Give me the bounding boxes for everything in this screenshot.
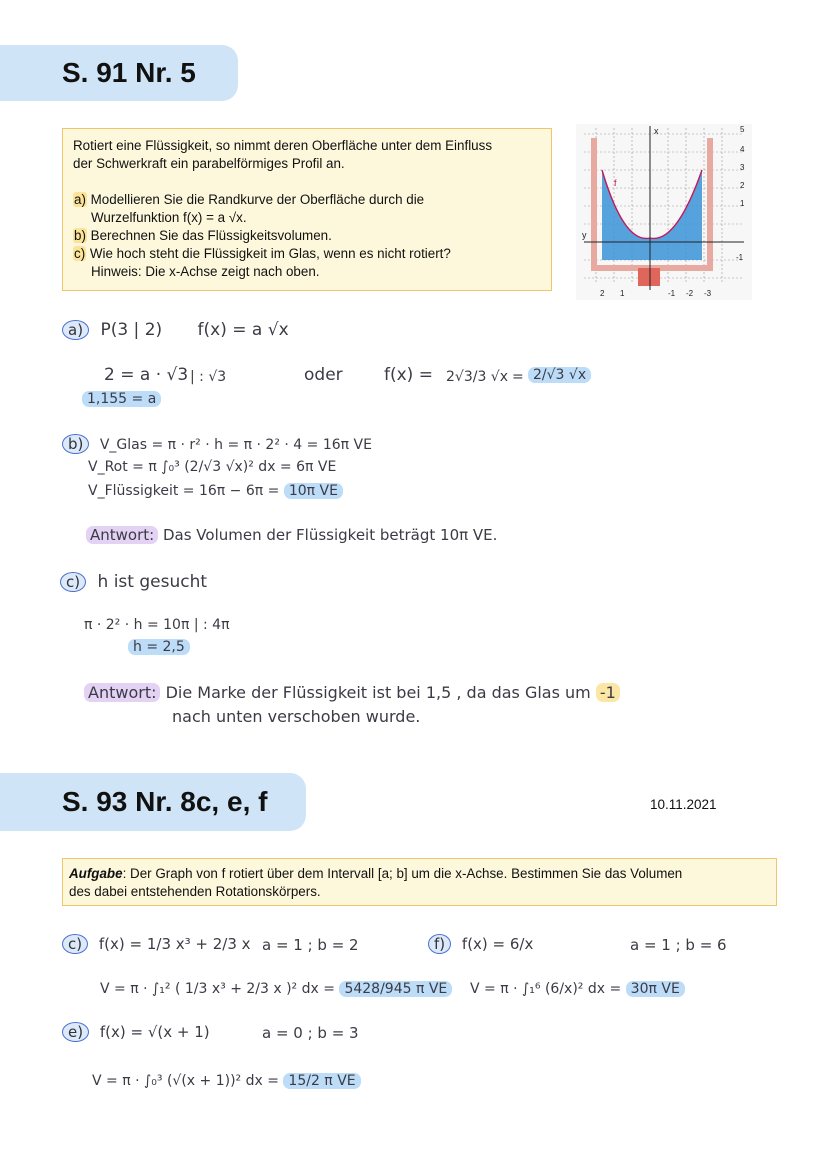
part-b-marker: b)	[62, 434, 89, 454]
part-8c-marker: c)	[62, 934, 88, 954]
b-answer-text: Das Volumen der Flüssigkeit beträgt 10π VE.	[162, 526, 498, 544]
section-header-1	[0, 45, 238, 101]
task-c-text: Wie hoch steht die Flüssigkeit im Glas, wenn es nicht rotiert?	[89, 246, 451, 261]
date: 10.11.2021	[650, 797, 717, 812]
8f-function: f(x) = 6/x	[461, 935, 534, 953]
figure-tick-right-1: 5	[740, 125, 745, 134]
task-a-label: a)	[74, 192, 86, 207]
section-title-2: S. 93 Nr. 8c, e, f	[62, 786, 268, 817]
task-box-2	[62, 858, 777, 906]
c-answer-text2: nach unten verschoben wurde.	[172, 707, 421, 726]
a-eq-sign: =	[512, 369, 524, 385]
task-intro-line1: Rotiert eine Flüssigkeit, so nimmt deren Oberfläche unter dem Einfluss	[73, 138, 493, 153]
8c-interval: a = 1 ; b = 2	[262, 936, 359, 954]
figure-axis-x: x	[654, 126, 659, 136]
figure-tick-bottom-4: -2	[686, 289, 694, 298]
b-volume-result: 10π VE	[284, 483, 343, 499]
task-intro-line2: der Schwerkraft ein parabelförmiges Profil an.	[73, 156, 345, 171]
task-hint: Hinweis: Die x-Achse zeigt nach oben.	[91, 264, 320, 279]
8c-function: f(x) = 1/3 x³ + 2/3 x	[98, 935, 251, 953]
a-function: f(x) = a √x	[197, 320, 289, 340]
task2-label: Aufgabe	[69, 866, 123, 881]
a-equation: 2 = a · √3	[104, 365, 189, 385]
8e-result: 15/2 π VE	[283, 1073, 360, 1089]
task-c-label: c)	[74, 246, 86, 261]
a-result: 1,155 = a	[82, 391, 161, 407]
figure-tick-bottom-2: 1	[620, 289, 625, 298]
figure-tick-right-2: 4	[740, 145, 745, 154]
part-8e-marker: e)	[62, 1022, 89, 1042]
a-alt-result: 2/√3 √x	[528, 367, 591, 383]
figure-tick-right-4: 2	[740, 181, 745, 190]
c-answer-highlight: -1	[596, 683, 620, 702]
8e-volume: V = π · ∫₀³ (√(x + 1))² dx =	[92, 1073, 279, 1089]
figure-tick-bottom-5: -3	[704, 289, 712, 298]
task-box-1	[62, 128, 552, 291]
b-volume-rot: V_Rot = π ∫₀³ (2/√3 √x)² dx = 6π VE	[88, 459, 337, 475]
section-title-1: S. 91 Nr. 5	[62, 57, 196, 88]
figure-tick-right-6: -1	[736, 253, 744, 262]
b-volume-liquid: V_Flüssigkeit = 16π − 6π =	[88, 483, 280, 499]
8f-result: 30π VE	[626, 981, 685, 997]
figure-tick-bottom-3: -1	[668, 289, 676, 298]
part-a-marker: a)	[62, 320, 89, 340]
8e-function: f(x) = √(x + 1)	[99, 1023, 210, 1041]
a-fraction: 2√3/3 √x	[446, 369, 509, 385]
section-header-2	[0, 773, 306, 831]
part-8f-marker: f)	[428, 934, 451, 954]
figure-curve-label: f	[614, 178, 617, 188]
c-equation: π · 2² · h = 10π | : 4π	[84, 617, 230, 633]
a-point: P(3 | 2)	[100, 320, 163, 340]
a-f-label: f(x) =	[384, 365, 433, 385]
task2-text2: des dabei entstehenden Rotationskörpers.	[69, 884, 321, 899]
c-sought: h ist gesucht	[97, 572, 208, 592]
task-a-text2: Wurzelfunktion f(x) = a √x.	[91, 210, 247, 225]
c-result: h = 2,5	[128, 639, 190, 655]
glass-figure	[576, 124, 752, 300]
b-answer-label: Antwort:	[86, 526, 158, 544]
a-or: oder	[304, 365, 343, 385]
part-c-marker: c)	[60, 572, 86, 592]
b-volume-glass: V_Glas = π · r² · h = π · 2² · 4 = 16π VE	[99, 437, 372, 453]
task-b-label: b)	[74, 228, 86, 243]
a-operation: | : √3	[190, 369, 227, 385]
figure-tick-right-5: 1	[740, 199, 745, 208]
figure-tick-bottom-1: 2	[600, 289, 605, 298]
8f-interval: a = 1 ; b = 6	[630, 936, 727, 954]
task-a-text1: Modellieren Sie die Randkurve der Oberfläche durch die	[90, 192, 425, 207]
figure-tick-right-3: 3	[740, 163, 745, 172]
task-b-text: Berechnen Sie das Flüssigkeitsvolumen.	[90, 228, 332, 243]
figure-axis-y: y	[582, 230, 587, 240]
task2-text1: : Der Graph von f rotiert über dem Intervall [a; b] um die x-Achse. Bestimmen Sie das Volumen	[122, 866, 683, 881]
8e-interval: a = 0 ; b = 3	[262, 1024, 359, 1042]
8c-result: 5428/945 π VE	[339, 981, 452, 997]
8f-volume: V = π · ∫₁⁶ (6/x)² dx =	[470, 981, 622, 997]
c-answer-text1: Die Marke der Flüssigkeit ist bei 1,5 , da das Glas um	[165, 683, 591, 702]
c-answer-label: Antwort:	[84, 683, 160, 702]
8c-volume: V = π · ∫₁² ( 1/3 x³ + 2/3 x )² dx =	[100, 981, 335, 997]
